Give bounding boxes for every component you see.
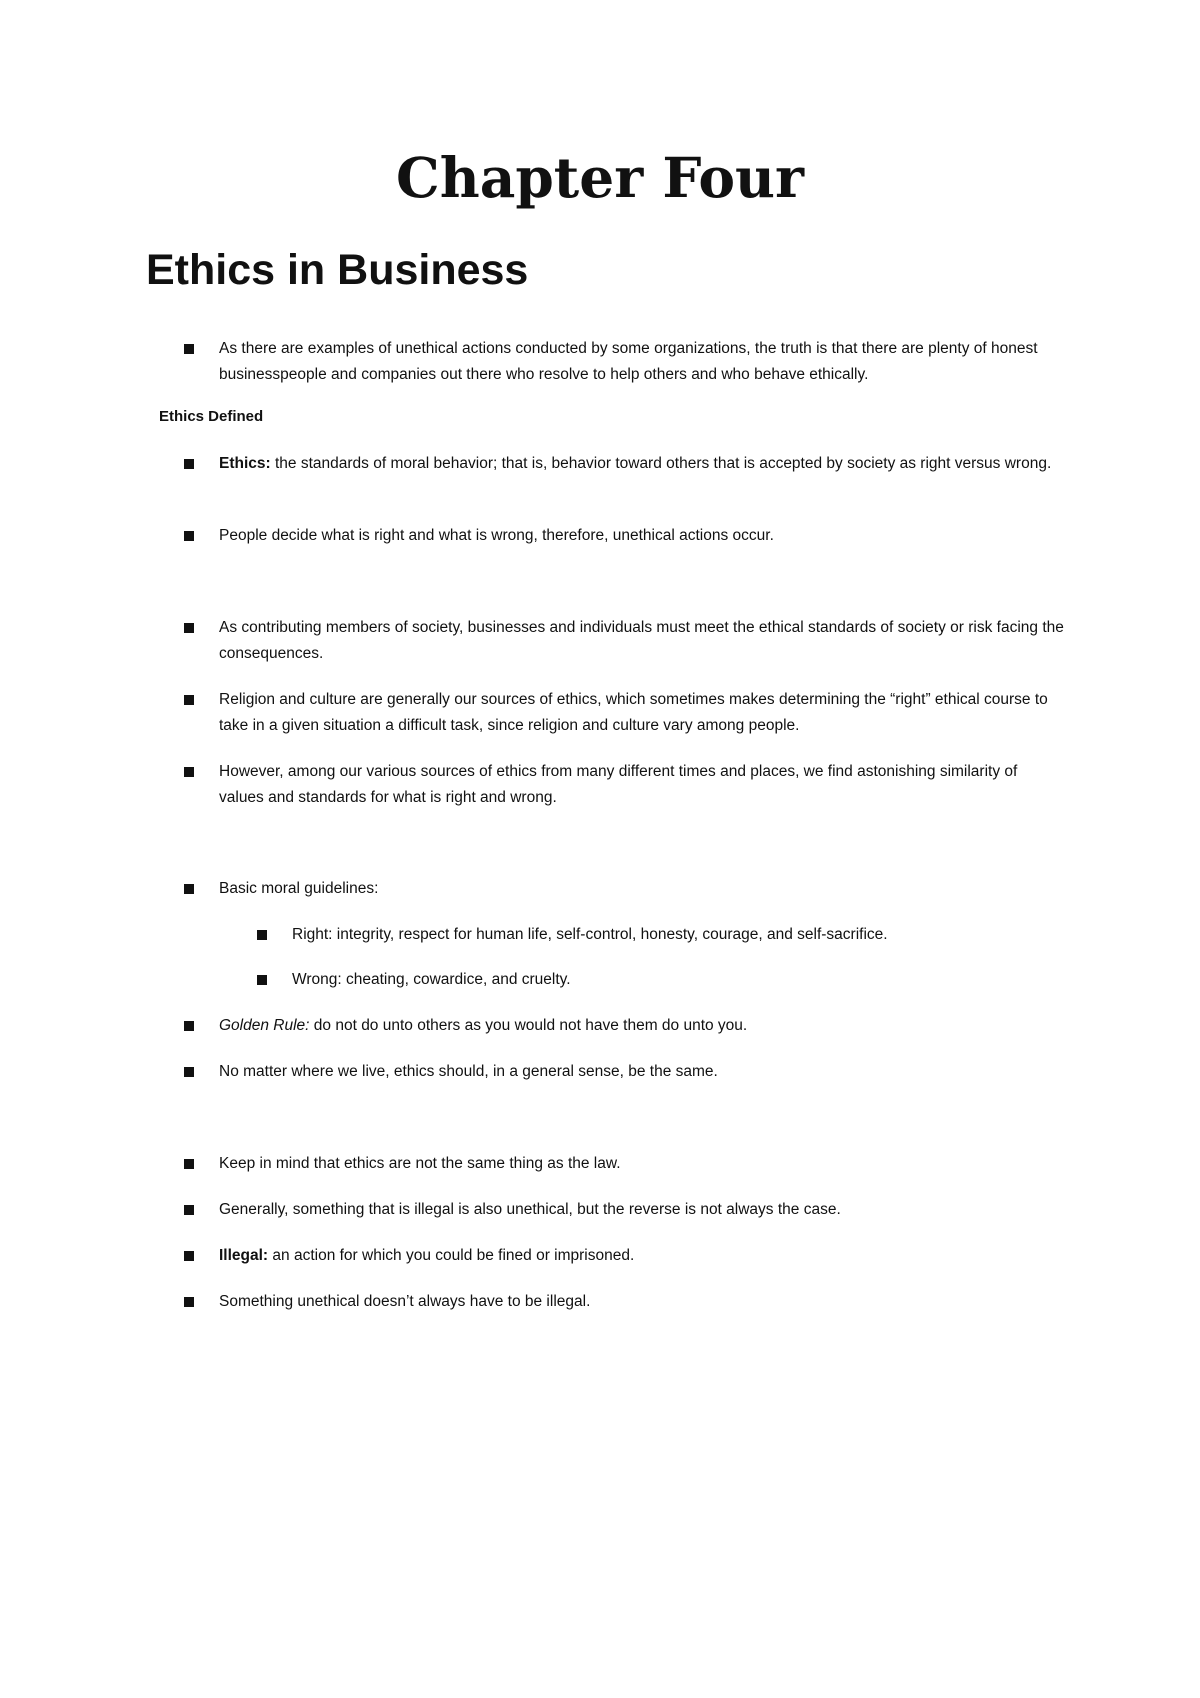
list-item-text: Generally, something that is illegal is also unethical, but the reverse is not always the case. <box>219 1201 841 1218</box>
square-bullet-icon <box>184 459 194 469</box>
square-bullet-icon <box>184 623 194 633</box>
list-item <box>184 759 1064 811</box>
list-item-text: Right: integrity, respect for human life, self-control, honesty, courage, and self-sacrifice. <box>292 926 888 943</box>
list-item <box>184 1289 1064 1315</box>
chapter-title: Chapter Four <box>395 145 805 210</box>
square-bullet-icon <box>257 975 267 985</box>
square-bullet-icon <box>184 695 194 705</box>
list-item <box>184 336 1064 388</box>
list-item <box>184 876 1064 902</box>
term-ethics: Ethics: <box>219 455 271 472</box>
square-bullet-icon <box>184 1251 194 1261</box>
list-item-text <box>219 451 1064 477</box>
list-item <box>184 687 1064 739</box>
subheading-ethics-defined: Ethics Defined <box>159 408 264 425</box>
square-bullet-icon <box>184 1205 194 1215</box>
list-item-text: Wrong: cheating, cowardice, and cruelty. <box>292 971 571 988</box>
list-item-text: Something unethical doesn’t always have to be illegal. <box>219 1293 591 1310</box>
list-item <box>184 615 1064 667</box>
square-bullet-icon <box>184 767 194 777</box>
list-item-text: People decide what is right and what is wrong, therefore, unethical actions occur. <box>219 527 774 544</box>
square-bullet-icon <box>184 1297 194 1307</box>
term-golden-rule: Golden Rule: <box>219 1017 310 1034</box>
square-bullet-icon <box>184 1021 194 1031</box>
square-bullet-icon <box>184 1067 194 1077</box>
list-item <box>184 1243 1064 1269</box>
list-item-text: Keep in mind that ethics are not the same thing as the law. <box>219 1155 621 1172</box>
square-bullet-icon <box>184 344 194 354</box>
list-item-text: As contributing members of society, businesses and individuals must meet the ethical standards of society or risk facing the consequences. <box>219 619 1064 662</box>
list-item-text: As there are examples of unethical actions conducted by some organizations, the truth is that there are plenty of honest businesspeople and companies out there who resolve to help others and who behave ethically. <box>219 340 1038 383</box>
list-item-text <box>219 1243 1064 1269</box>
section-title: Ethics in Business <box>146 246 529 294</box>
square-bullet-icon <box>184 531 194 541</box>
list-item-text: No matter where we live, ethics should, in a general sense, be the same. <box>219 1063 718 1080</box>
list-item-text: However, among our various sources of ethics from many different times and places, we find astonishing similarity of values and standards for what is right and wrong. <box>219 763 1018 806</box>
sub-list-item <box>257 967 1057 993</box>
list-item-text: Religion and culture are generally our sources of ethics, which sometimes makes determining the “right” ethical course to take in a given situation a difficult task, since religion and culture vary among people. <box>219 691 1048 734</box>
definition-text: do not do unto others as you would not have them do unto you. <box>309 1017 748 1034</box>
list-item <box>184 1013 1064 1039</box>
sub-list-item <box>257 922 1057 948</box>
list-item <box>184 1197 1064 1223</box>
term-illegal: Illegal: <box>219 1247 269 1264</box>
square-bullet-icon <box>257 930 267 940</box>
list-item-text: Basic moral guidelines: <box>219 880 379 897</box>
definition-text: an action for which you could be fined or imprisoned. <box>268 1247 635 1264</box>
list-item <box>184 1059 1064 1085</box>
list-item <box>184 451 1064 477</box>
square-bullet-icon <box>184 884 194 894</box>
list-item <box>184 1151 1064 1177</box>
definition-text: the standards of moral behavior; that is, behavior toward others that is accepted by society as right versus wrong. <box>270 455 1052 472</box>
square-bullet-icon <box>184 1159 194 1169</box>
list-item <box>184 523 1064 549</box>
list-item-text <box>219 1013 1064 1039</box>
